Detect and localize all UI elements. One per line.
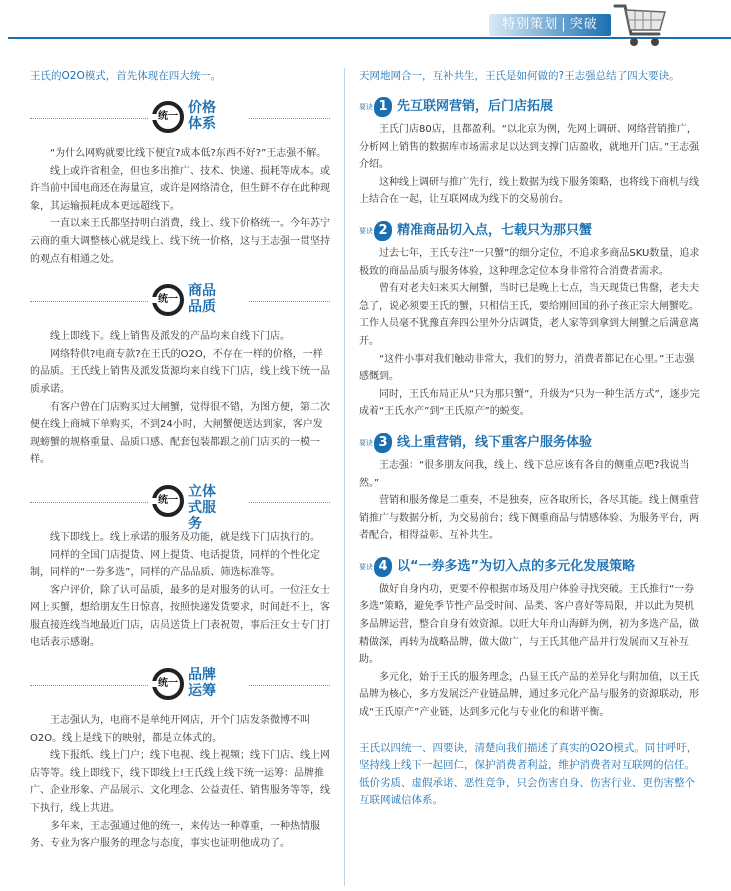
paragraph: “这件小事对我们触动非常大，我们的努力，消费者都记在心里。”王志强感慨到。 bbox=[359, 353, 695, 383]
key-heading-4 bbox=[359, 557, 701, 577]
key-title: 以“一券多选”为切入点的多元化发展策略 bbox=[397, 558, 636, 574]
key-heading-1 bbox=[359, 97, 701, 117]
section-header-service bbox=[30, 483, 330, 532]
closing-summary: 王氏以四统一、四要诀，清楚向我们描述了真实的O2O模式。同甘呼吁，坚持线上线下一起回仁，保护消费者利益，维护消费者对互联网的信任。低价劣质、虚假承诺、恶性竞争，只会伤害自身、伤害行业、更伤害整个互联网诚信体系。 bbox=[359, 741, 698, 807]
section-badge bbox=[148, 666, 248, 704]
paragraph: 过去七年，王氏专注“一只蟹”的细分定位，不追求多商品SKU数量，追求极致的商品品质与服务体验，这种理念定位本身非常符合消费者需求。 bbox=[359, 247, 700, 277]
key-title: 先互联网营销，后门店拓展 bbox=[397, 99, 554, 114]
section-title: 立体式服务 bbox=[188, 483, 216, 532]
paragraph: “为什么网购就要比线下便宜?成本低?东西不好?”王志强不解。 bbox=[50, 148, 327, 159]
paragraph: 一直以来王氏都坚持明白消费，线上、线下价格统一。今年苏宁云商的重大调整核心就是线上、线下统一价格，这与王志强一贯坚持的观点有相通之处。 bbox=[30, 218, 330, 265]
key-prefix: 要诀 bbox=[359, 103, 373, 111]
section-title: 商品品质 bbox=[188, 283, 216, 316]
section-tag bbox=[489, 14, 611, 36]
section-header-price bbox=[30, 99, 330, 137]
key-prefix: 要诀 bbox=[359, 438, 373, 447]
right-column bbox=[359, 68, 701, 810]
broken-circle-icon: 统一 bbox=[152, 284, 184, 316]
section-title: 品牌运筹 bbox=[188, 667, 216, 700]
paragraph: 做好自身内功，更要不停根据市场及用户体验寻找突破。王氏推行“一券多选”策略，避免季节性产品受时间、品类、客户喜好等局限，并以此为契机多品牌运营，整合自身有效资源。以旺大年舟山海鲜为例，初为多选产品，做精做深，再转为战略品牌，做大做广，与王氏其他产品并行发展而又互补互助。 bbox=[359, 583, 699, 666]
paragraph: 王志强：“很多朋友问我，线上、线下总应该有各自的侧重点吧?我说当然。” bbox=[359, 459, 690, 489]
shopping-cart-icon bbox=[611, 0, 669, 52]
section-badge bbox=[148, 99, 248, 137]
broken-circle-icon: 统一 bbox=[152, 485, 184, 517]
paragraph: 曾有对老夫妇来买大闸蟹，当时已是晚上七点，当天现货已售罄，老夫夫急了，说必须要王氏的蟹，只相信王氏，要给刚回国的孙子孩正宗大闸蟹吃。工作人员毫不犹豫直奔四公里外分店调货，老人家等到拿到大闸蟹之后满意离开。 bbox=[359, 283, 699, 347]
left-lead: 王氏的O2O模式，首先体现在四大统一。 bbox=[30, 70, 222, 82]
paragraph: 王志强认为，电商不是单纯开网店，开个门店发条微博不叫O2O。线上是线下的映射，都是立体式的。 bbox=[30, 715, 310, 744]
tag-separator: | bbox=[561, 17, 567, 32]
key-title: 精准商品切入点，七载只为那只蟹 bbox=[397, 222, 593, 238]
key-prefix: 要诀 bbox=[359, 562, 373, 571]
section-badge bbox=[148, 282, 248, 320]
broken-circle-icon: 统一 bbox=[152, 668, 184, 700]
left-column bbox=[30, 68, 330, 853]
paragraph: 有客户曾在门店购买过大闸蟹，觉得很不错，为图方便，第二次便在线上商城下单购买，不到24小时，大闸蟹便送达到家，客户发现螃蟹的规格重量、品质口感、配套包装都跟之前门店买的一模一样。 bbox=[30, 401, 330, 466]
paragraph: 线下即线上。线上承诺的服务及功能，就是线下门店执行的。 bbox=[50, 531, 320, 543]
key-number-badge: 3 bbox=[374, 433, 392, 453]
key-heading-2 bbox=[359, 221, 701, 241]
paragraph: 客户评价，除了认可品质，最多的是对服务的认可。一位汪女士网上买蟹，想给朋友生日惊喜，按照快递发货要求，时间赶不上，客服直接连线当地最近门店，店员送货上门表祝贺，事后汪女士专门打电话表示感谢。 bbox=[30, 584, 330, 649]
paragraph: 这种线上调研与推广先行，线上数据为线下服务策略，也将线下商机与线上结合在一起，让互联网成为线下的交易前台。 bbox=[359, 176, 699, 206]
paragraph: 营销和服务像是二重奏，不是独奏，应各取所长，各尽其能。线上侧重营销推广与数据分析，为交易前台；线下侧重商品与情感体验、为服务平台，两者配合，相得益彰、互补共生。 bbox=[359, 495, 699, 542]
paragraph: 多元化，始于王氏的服务理念，凸显王氏产品的差异化与附加值，以王氏品牌为核心，多方发展泛产业链品牌，通过多元化产品与服务的资源联动，形成“王氏原产”产业链，达到多元化与专业化的和谐平衡。 bbox=[359, 671, 699, 719]
section-badge bbox=[148, 483, 248, 532]
key-title: 线上重营销，线下重客户服务体验 bbox=[397, 434, 593, 450]
paragraph: 线下报纸、线上门户；线下电视、线上视频；线下门店、线上网店等等。线上即线下，线下即线上!王氏线上线下统一运筹：品牌推广、企业形象、产品展示、文化理念、公益责任、销售服务等等，线下执行，线上共进。 bbox=[30, 750, 330, 815]
section-header-brand bbox=[30, 666, 330, 704]
paragraph: 多年来，王志强通过他的统一，来传达一种尊重，一种热情服务、专业为客户服务的理念与态度，事实也证明他成功了。 bbox=[30, 820, 320, 850]
paragraph: 线上即线下。线上销售及派发的产品均来自线下门店。 bbox=[50, 331, 290, 343]
column-divider bbox=[344, 68, 345, 886]
section-name: 特别策划 bbox=[502, 17, 559, 32]
right-lead: 天网地网合一，互补共生，王氏是如何做的?王志强总结了四大要诀。 bbox=[359, 70, 680, 82]
page-header bbox=[0, 0, 731, 52]
key-heading-3 bbox=[359, 433, 701, 453]
subsection-name: 突破 bbox=[569, 17, 598, 32]
paragraph: 线上或许省租金，但也多出推广、技术、快递、损耗等成本。或许当前中国电商还在海量宣，或许是网络清仓，但生鲜不存在此种现象，其运输损耗成本更远超线下。 bbox=[30, 165, 330, 212]
section-title: 价格体系 bbox=[188, 100, 216, 132]
paragraph: 同时，王氏布局正从“只为那只蟹”，升级为“只为一种生活方式”，逐步完成着“王氏水产”到“王氏原产”的蜕变。 bbox=[359, 388, 700, 418]
section-header-quality bbox=[30, 282, 330, 320]
paragraph: 王氏门店80店，且都盈利。“以北京为例，先网上调研、网络营销推广，分析网上销售的数据库市场需求足以达到支撑门店盈收，就地开门店。”王志强介绍。 bbox=[359, 124, 700, 171]
key-number-badge: 2 bbox=[374, 221, 392, 241]
key-number-badge: 4 bbox=[374, 557, 392, 577]
paragraph: 同样的全国门店提货、网上提货、电话提货，同样的个性化定制，同样的“一券多选”，同样的产品品质、筛选标准等。 bbox=[30, 549, 320, 579]
key-number-badge: 1 bbox=[374, 97, 392, 117]
key-prefix: 要诀 bbox=[359, 226, 373, 235]
broken-circle-icon: 统一 bbox=[152, 101, 184, 133]
paragraph: 网络特供?电商专款?在王氏的O2O，不存在一样的价格，一样的品质。王氏线上销售及派发货源均来自线下门店，线上线下统一品质承诺。 bbox=[30, 348, 330, 395]
